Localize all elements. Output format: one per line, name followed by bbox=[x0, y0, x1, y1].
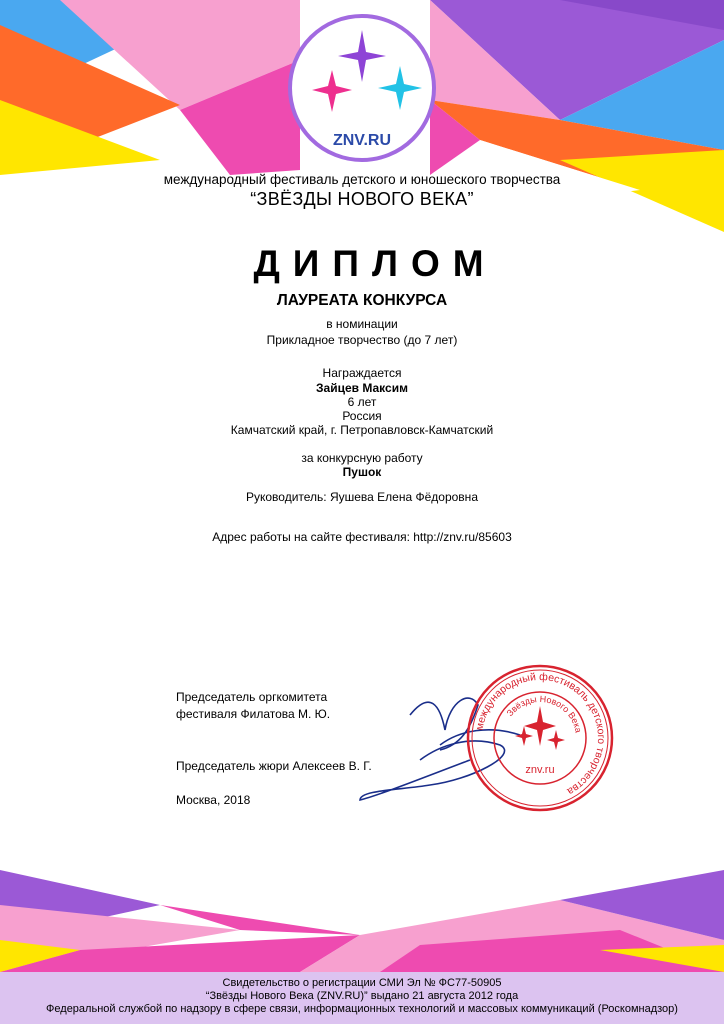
diploma-subtitle: ЛАУРЕАТА КОНКУРСА bbox=[276, 292, 448, 309]
seal-inner-text: Звёзды Нового Века bbox=[504, 693, 584, 734]
festival-line2: “ЗВЁЗДЫ НОВОГО ВЕКА” bbox=[250, 189, 474, 209]
logo-text: ZNV.RU bbox=[332, 132, 392, 149]
footer-line1: Свидетельство о регистрации СМИ Эл № ФС77-50905 bbox=[222, 977, 502, 989]
awardee-country: Россия bbox=[342, 409, 382, 423]
footer-line3: Федеральной службой по надзору в сфере связи, информационных технологий и массовых коммуникаций (Роскомнадзор) bbox=[46, 1003, 678, 1015]
seal-center-text: znv.ru bbox=[525, 764, 555, 776]
work-label: за конкурсную работу bbox=[301, 451, 423, 465]
jury-chair: Председатель жюри Алексеев В. Г. bbox=[176, 759, 372, 773]
awardee-label: Награждается bbox=[322, 366, 402, 380]
place-year: Москва, 2018 bbox=[176, 793, 251, 807]
supervisor: Руководитель: Яушева Елена Фёдоровна bbox=[245, 490, 478, 504]
org-chair-line2: фестиваля Филатова М. Ю. bbox=[176, 707, 331, 721]
seal-star-small-icon-2 bbox=[547, 730, 565, 750]
work-address: Адрес работы на сайте фестиваля: http://znv.ru/85603 bbox=[212, 530, 512, 544]
festival-seal bbox=[468, 666, 612, 810]
work-title: Пушок bbox=[342, 465, 382, 479]
awardee-name: Зайцев Максим bbox=[316, 381, 408, 395]
org-chair-line1: Председатель оргкомитета bbox=[176, 690, 328, 704]
bottom-decoration bbox=[0, 870, 724, 972]
festival-line1: международный фестиваль детского и юношеского творчества bbox=[163, 172, 561, 187]
awardee-region: Камчатский край, г. Петропавловск-Камчатский bbox=[230, 423, 494, 437]
seal-ring-text: международный фестиваль детского творчества bbox=[473, 670, 608, 798]
registration-footer bbox=[0, 972, 724, 1024]
nomination-label: в номинации bbox=[326, 317, 398, 331]
diploma-title: ДИПЛОМ bbox=[253, 243, 497, 284]
seal-star-small-icon bbox=[515, 726, 533, 746]
awardee-age: 6 лет bbox=[347, 395, 377, 409]
footer-line2: “Звёзды Нового Века (ZNV.RU)” выдано 21 августа 2012 года bbox=[205, 990, 519, 1002]
nomination-value: Прикладное творчество (до 7 лет) bbox=[266, 333, 458, 347]
